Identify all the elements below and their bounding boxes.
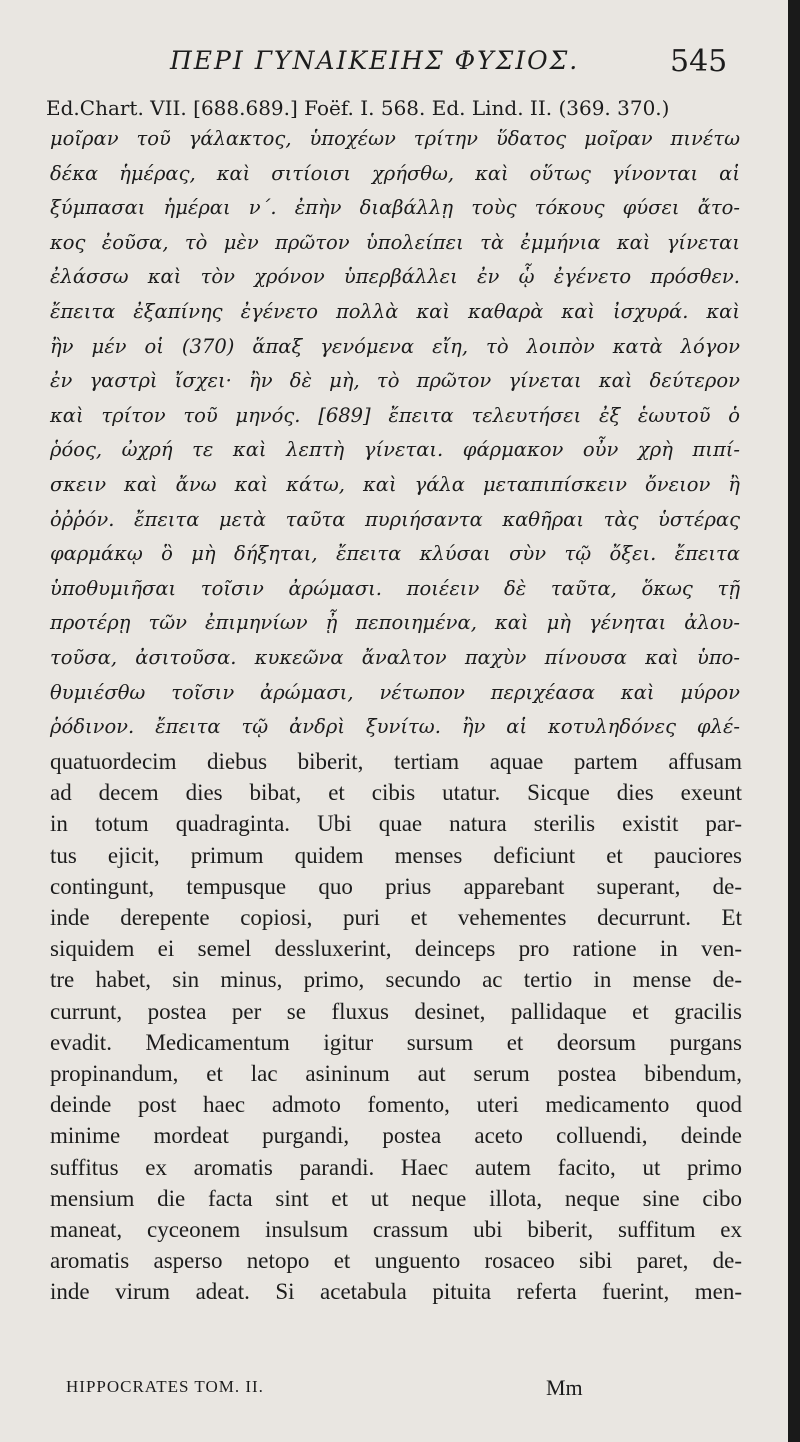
greek-line: δέκα ἡμέρας, καὶ σιτίοισι χρήσθω, καὶ οὕτως γίνονται αἱ <box>50 161 740 185</box>
edition-references: Ed.Chart. VII. [688.689.] Foëf. I. 568. Ed. Lind. II. (369. 370.) <box>46 96 670 120</box>
latin-text-block <box>50 746 742 1308</box>
latin-line: inde virum adeat. Si acetabula pituita referta fuerint, men- <box>50 1279 742 1305</box>
greek-line: μοῖραν τοῦ γάλακτος, ὑποχέων τρίτην ὕδατος μοῖραν πινέτω <box>50 127 740 150</box>
latin-line: siquidem ei semel dessluxerint, deinceps pro ratione in ven- <box>50 936 742 962</box>
greek-line: κος ἐοῦσα, τὸ μὲν πρῶτον ὑπολείπει τὰ ἐμμήνια καὶ γίνεται <box>50 230 740 254</box>
latin-line: in totum quadraginta. Ubi quae natura sterilis existit par- <box>50 811 742 837</box>
running-head <box>160 44 780 84</box>
running-title: ΠΕΡΙ ΓΥΝΑΙΚΕΙΗΣ ΦΥΣΙΟΣ. <box>170 46 580 75</box>
greek-line: σκειν καὶ ἄνω καὶ κάτω, καὶ γάλα μεταπιπίσκειν ὄνειον ἢ <box>50 472 740 496</box>
latin-line: evadit. Medicamentum igitur sursum et deorsum purgans <box>50 1029 742 1055</box>
latin-line: propinandum, et lac asininum aut serum postea bibendum, <box>50 1061 742 1087</box>
greek-line: ἐν γαστρὶ ἴσχει· ἢν δὲ μὴ, τὸ πρῶτον γίνεται καὶ δεύτερον <box>50 369 740 393</box>
latin-line: maneat, cyceonem insulsum crassum ubi biberit, suffitum ex <box>50 1217 742 1243</box>
latin-line: inde derepente copiosi, puri et vehementes decurrunt. Et <box>50 905 742 931</box>
greek-line: ἐλάσσω καὶ τὸν χρόνον ὑπερβάλλει ἐν ᾧ ἐγένετο πρόσθεν. <box>50 265 740 289</box>
greek-line: ἢν μέν οἱ (370) ἅπαξ γενόμενα εἴη, τὸ λοιπὸν κατὰ λόγον <box>50 334 740 358</box>
latin-line: tre habet, sin minus, primo, secundo ac tertio in mense de- <box>50 967 742 993</box>
latin-line: contingunt, tempusque quo prius apparebant superant, de- <box>50 873 742 899</box>
latin-line: tus ejicit, primum quidem menses deficiunt et pauciores <box>50 842 742 868</box>
greek-line: ῥόδινον. ἔπειτα τῷ ἀνδρὶ ξυνίτω. ἢν αἱ κοτυληδόνες φλέ- <box>50 715 740 739</box>
latin-line: currunt, postea per se fluxus desinet, pallidaque et gracilis <box>50 998 742 1024</box>
greek-line: ὀῤῥόν. ἔπειτα μετὰ ταῦτα πυριήσαντα καθῆραι τὰς ὑστέρας <box>50 507 740 531</box>
greek-line: τοῦσα, ἀσιτοῦσα. κυκεῶνα ἄναλτον παχὺν πίνουσα καὶ ὑπο- <box>50 645 740 669</box>
latin-line: suffitus ex aromatis parandi. Haec autem facito, ut primo <box>50 1154 742 1180</box>
greek-line: ῥόος, ὠχρή τε καὶ λεπτὴ γίνεται. φάρμακον οὖν χρὴ πιπί- <box>50 438 740 462</box>
latin-line: ad decem dies bibat, et cibis utatur. Sicque dies exeunt <box>50 780 742 806</box>
page-number: 545 <box>670 44 728 79</box>
greek-line: προτέρῃ τῶν ἐπιμηνίων ᾖ πεποιημένα, καὶ μὴ γένηται ἀλου- <box>50 611 740 635</box>
signature-mark: Mm <box>546 1375 583 1400</box>
greek-line: καὶ τρίτον τοῦ μηνός. [689] ἔπειτα τελευτήσει ἐξ ἑωυτοῦ ὁ <box>50 403 740 427</box>
greek-line: φαρμάκῳ ὃ μὴ δήξηται, ἔπειτα κλύσαι σὺν τῷ ὄξει. ἔπειτα <box>50 542 740 566</box>
greek-line: ἔπειτα ἐξαπίνης ἐγένετο πολλὰ καὶ καθαρὰ καὶ ἰσχυρά. καὶ <box>50 299 740 323</box>
greek-line: θυμιέσθω τοῖσιν ἀρώμασι, νέτωπον περιχέασα καὶ μύρον <box>50 680 740 704</box>
latin-line: aromatis asperso netopo et unguento rosaceo sibi paret, de- <box>50 1248 742 1274</box>
greek-line: ξύμπασαι ἡμέραι ν΄. ἐπὴν διαβάλλῃ τοὺς τόκους φύσει ἄτο- <box>50 196 740 220</box>
greek-text-block <box>50 122 740 745</box>
latin-line: minime mordeat purgandi, postea aceto colluendi, deinde <box>50 1123 742 1149</box>
greek-line: ὑποθυμιῆσαι τοῖσιν ἀρώμασι. ποιέειν δὲ ταῦτα, ὅκως τῇ <box>50 576 740 600</box>
latin-line: mensium die facta sint et ut neque illota, neque sine cibo <box>50 1185 742 1211</box>
page-footer <box>66 1375 746 1405</box>
latin-line: deinde post haec admoto fomento, uteri medicamento quod <box>50 1092 742 1118</box>
latin-line: quatuordecim diebus biberit, tertiam aquae partem affusam <box>50 749 742 774</box>
printer-signature: HIPPOCRATES TOM. II. <box>66 1377 264 1396</box>
